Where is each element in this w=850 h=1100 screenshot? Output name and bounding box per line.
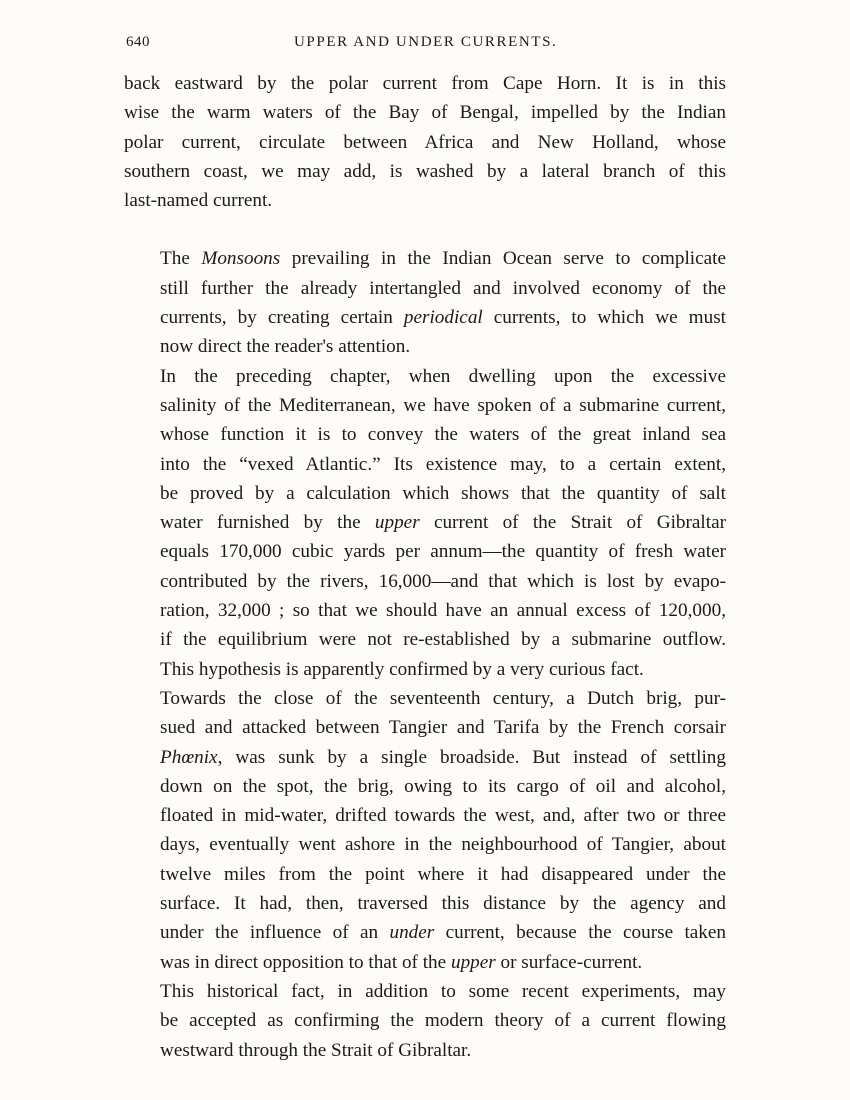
text-line: whose function it is to convey the waters of the great inland sea xyxy=(160,424,726,446)
text-line: twelve miles from the point where it had disappeared under the xyxy=(160,863,726,885)
text-line: days, eventually went ashore in the neighbourhood of Tangier, about xyxy=(160,834,726,856)
text-line: was in direct opposition to that of the upper or surface-current. xyxy=(160,951,643,973)
italic-term: periodical xyxy=(403,307,483,329)
paragraph-5 xyxy=(124,977,726,1065)
text-line: salinity of the Mediterranean, we have spoken of a submarine current, xyxy=(160,394,726,416)
text-line: now direct the reader's attention. xyxy=(160,336,411,358)
italic-term: upper xyxy=(374,512,420,534)
text-line: Towards the close of the seventeenth century, a Dutch brig, pur- xyxy=(160,687,726,709)
paragraph-1 xyxy=(124,69,726,215)
page-header xyxy=(124,34,726,56)
paragraph-4 xyxy=(124,684,726,977)
text-line: southern coast, we may add, is washed by a lateral branch of this xyxy=(124,160,726,182)
text-line: polar current, circulate between Africa and New Holland, whose xyxy=(124,131,726,153)
paragraph-3 xyxy=(124,362,726,684)
text-line: ration, 32,000 ; so that we should have an annual excess of 120,000, xyxy=(160,600,726,622)
text-line: sued and attacked between Tangier and Tarifa by the French corsair xyxy=(160,717,726,739)
text-line: Phœnix, was sunk by a single broadside. But instead of settling xyxy=(160,746,726,768)
text-line: still further the already intertangled and involved economy of the xyxy=(160,277,726,299)
text-line: This historical fact, in addition to some recent experiments, may xyxy=(160,980,726,1002)
text-line: This hypothesis is apparently confirmed by a very curious fact. xyxy=(160,658,644,680)
text-line: contributed by the rivers, 16,000—and that which is lost by evapo- xyxy=(160,570,726,592)
text-line: under the influence of an under current, because the course taken xyxy=(160,922,727,944)
text-line: water furnished by the upper current of the Strait of Gibraltar xyxy=(160,512,726,534)
italic-term: Monsoons xyxy=(201,248,281,270)
text-line: currents, by creating certain periodical currents, to which we must xyxy=(160,307,726,329)
text-line: down on the spot, the brig, owing to its cargo of oil and alcohol, xyxy=(160,775,726,797)
text-line: last-named current. xyxy=(124,190,273,212)
italic-term: under xyxy=(389,922,435,944)
text-line: wise the warm waters of the Bay of Bengal, impelled by the Indian xyxy=(124,102,726,124)
text-line: if the equilibrium were not re-established by a submarine outflow. xyxy=(160,629,726,651)
text-line: back eastward by the polar current from Cape Horn. It is in this xyxy=(124,73,726,94)
text-line: equals 170,000 cubic yards per annum—the quantity of fresh water xyxy=(160,541,726,563)
page-number: 640 xyxy=(126,34,150,50)
text-line: floated in mid-water, drifted towards the west, and, after two or three xyxy=(160,805,726,827)
text-line: be proved by a calculation which shows that the quantity of salt xyxy=(160,482,726,504)
running-head: UPPER AND UNDER CURRENTS. xyxy=(294,34,558,50)
text-line: westward through the Strait of Gibraltar. xyxy=(160,1039,472,1061)
body-text xyxy=(124,69,726,1065)
text-line: be accepted as confirming the modern theory of a current flowing xyxy=(160,1010,726,1032)
text-line: The Monsoons prevailing in the Indian Ocean serve to complicate xyxy=(160,248,726,270)
text-line: In the preceding chapter, when dwelling upon the excessive xyxy=(160,365,726,387)
text-line: into the “vexed Atlantic.” Its existence may, to a certain extent, xyxy=(160,453,726,475)
italic-term: Phœnix xyxy=(160,746,218,768)
italic-term: upper xyxy=(450,951,496,973)
text-line: surface. It had, then, traversed this distance by the agency and xyxy=(160,893,726,915)
paragraph-2 xyxy=(124,244,726,361)
